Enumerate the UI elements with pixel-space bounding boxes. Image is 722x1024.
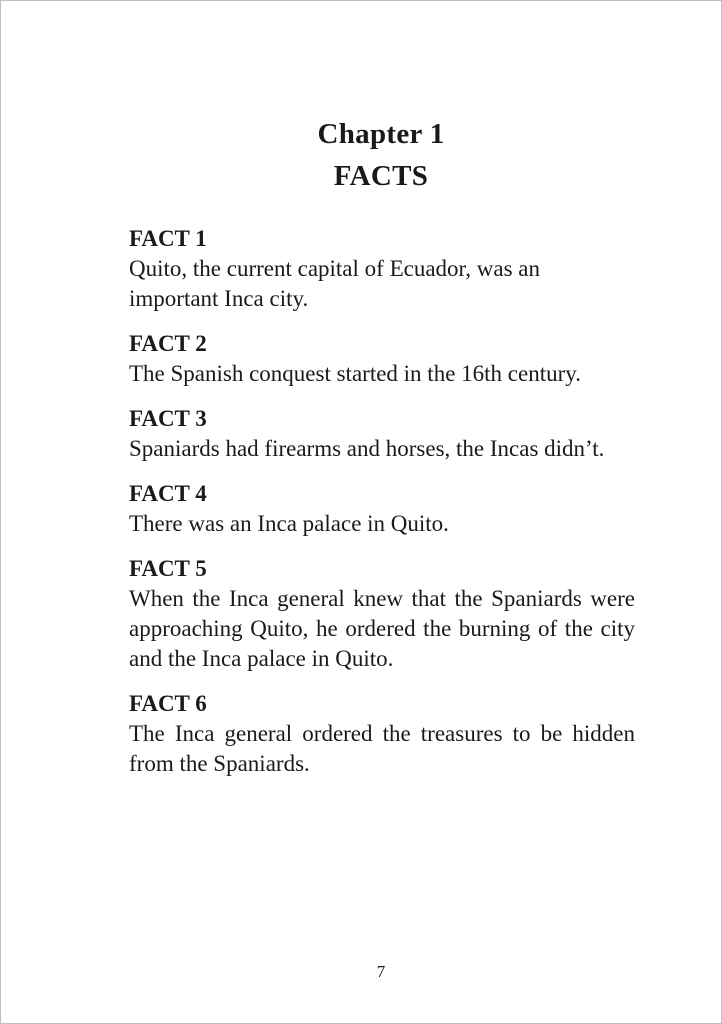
fact-title: FACT 2 (129, 331, 207, 356)
page-number: 7 (376, 962, 386, 981)
fact-text: The Inca general ordered the treasures to be hidden from the Spaniards. (129, 721, 635, 776)
chapter-heading (1, 113, 722, 197)
fact-text: The Spanish conquest started in the 16th century. (129, 361, 582, 386)
fact-item (129, 553, 635, 674)
fact-item (129, 403, 635, 464)
fact-item (129, 328, 635, 389)
fact-title: FACT 1 (129, 226, 207, 251)
fact-title: FACT 4 (129, 481, 207, 506)
chapter-label: Chapter 1 (317, 118, 445, 150)
fact-title: FACT 5 (129, 556, 207, 581)
fact-text: Spaniards had firearms and horses, the Incas didn’t. (129, 436, 605, 461)
fact-text: When the Inca general knew that the Spaniards were approaching Quito, he ordered the burning of the city and the Inca palace in Quito. (129, 586, 635, 671)
facts-list (129, 223, 635, 793)
fact-title: FACT 3 (129, 406, 207, 431)
fact-item (129, 688, 635, 779)
fact-item (129, 478, 635, 539)
fact-title: FACT 6 (129, 691, 207, 716)
fact-item (129, 223, 635, 314)
fact-text: There was an Inca palace in Quito. (129, 511, 449, 536)
fact-text: Quito, the current capital of Ecuador, was an important Inca city. (129, 256, 541, 311)
chapter-title: FACTS (333, 160, 429, 192)
